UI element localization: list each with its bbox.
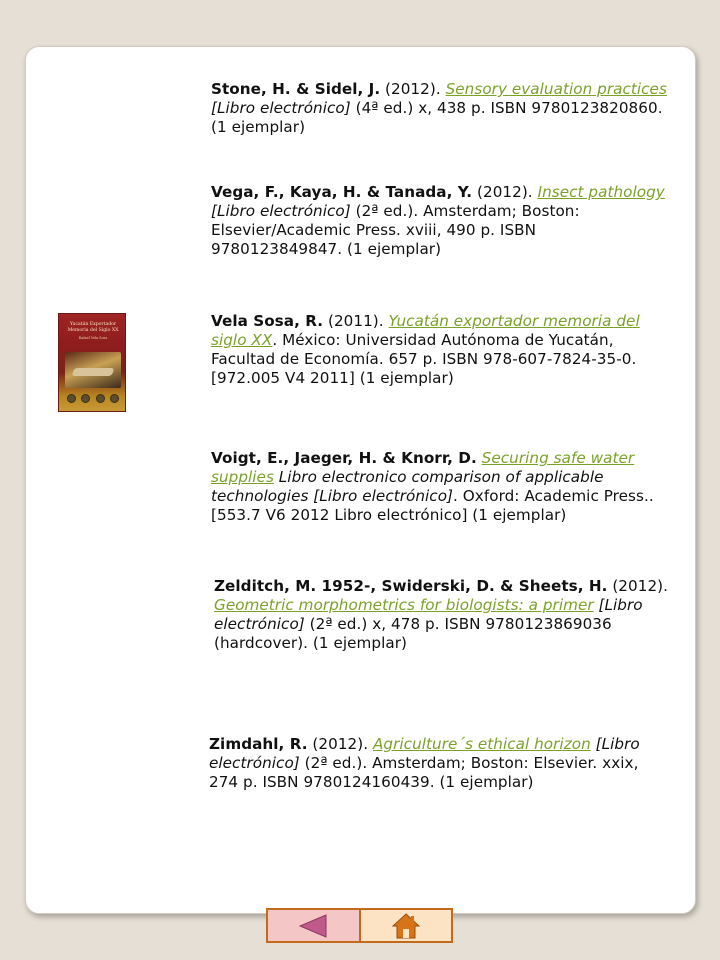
- bib-entry-zelditch: [214, 577, 669, 653]
- entry-title-link[interactable]: Sensory evaluation practices: [445, 80, 667, 98]
- entry-format: Libro electronico comparison of applicable technologies [Libro electrónico]: [211, 468, 604, 505]
- bib-entry-vega: [211, 183, 671, 259]
- home-icon: [391, 912, 421, 940]
- entry-title-link[interactable]: Insect pathology: [537, 183, 665, 201]
- back-button[interactable]: [268, 910, 359, 941]
- cover-title: Yucatán Exportador Memoria del Siglo XX: [67, 322, 119, 333]
- entry-details: (2ª ed.). Amsterdam; Boston: Elsevier. xxix, 274 p. ISBN 9780124160439. (1 ejemplar): [209, 754, 639, 791]
- entry-title-link[interactable]: Agriculture´s ethical horizon: [372, 735, 591, 753]
- entry-format: [Libro electrónico]: [209, 735, 640, 772]
- home-button[interactable]: [361, 910, 452, 941]
- entry-year: (2012).: [472, 183, 538, 201]
- entry-details: . México: Universidad Autónoma de Yucatán, Facultad de Economía. 657 p. ISBN 978-607-7824-35-0. [972.005 V4 2011] (1 ejemplar): [211, 331, 637, 387]
- entry-title-link[interactable]: Geometric morphometrics for biologists: a primer: [214, 596, 594, 614]
- bib-entry-zimdahl: [209, 735, 669, 792]
- entry-year: (2012).: [307, 735, 373, 753]
- bib-entry-stone: [211, 80, 671, 137]
- entry-format: [Libro electrónico]: [211, 202, 351, 220]
- entry-year: (2011).: [323, 312, 389, 330]
- entry-title-link[interactable]: Yucatán exportador memoria del siglo XX: [211, 312, 640, 349]
- entry-year: (2012).: [380, 80, 446, 98]
- bib-entry-voigt: [211, 449, 671, 525]
- entry-author: Stone, H. & Sidel, J.: [211, 80, 381, 98]
- entry-author: Zimdahl, R.: [209, 735, 308, 753]
- entry-author: Vela Sosa, R.: [211, 312, 324, 330]
- bib-entry-vela-sosa: [211, 312, 671, 388]
- entry-details: (2ª ed.) x, 478 p. ISBN 9780123869036 (hardcover). (1 ejemplar): [214, 615, 612, 652]
- navigation-bar: [266, 908, 453, 943]
- back-triangle-icon: [296, 913, 330, 939]
- entry-format: [Libro electrónico]: [214, 596, 643, 633]
- book-cover-image[interactable]: [58, 313, 126, 412]
- entry-author: Zelditch, M. 1952-, Swiderski, D. & Sheets, H.: [214, 577, 608, 595]
- cover-author: Rafael Vela Sosa: [78, 336, 108, 340]
- entry-author: Voigt, E., Jaeger, H. & Knorr, D.: [211, 449, 477, 467]
- entry-title-link[interactable]: Securing safe water supplies: [211, 449, 635, 486]
- entry-details: . Oxford: Academic Press.. [553.7 V6 2012 Libro electrónico] (1 ejemplar): [211, 487, 654, 524]
- entry-details: (2ª ed.). Amsterdam; Boston: Elsevier/Academic Press. xviii, 490 p. ISBN 9780123849847. (1 ejemplar): [211, 202, 580, 258]
- entry-year: (2012).: [607, 577, 669, 595]
- entry-author: Vega, F., Kaya, H. & Tanada, Y.: [211, 183, 473, 201]
- cover-artwork: [65, 352, 121, 388]
- entry-format: [Libro electrónico]: [211, 99, 351, 117]
- entry-details: (4ª ed.) x, 438 p. ISBN 9780123820860. (1 ejemplar): [211, 99, 663, 136]
- cover-emblems: [67, 394, 119, 404]
